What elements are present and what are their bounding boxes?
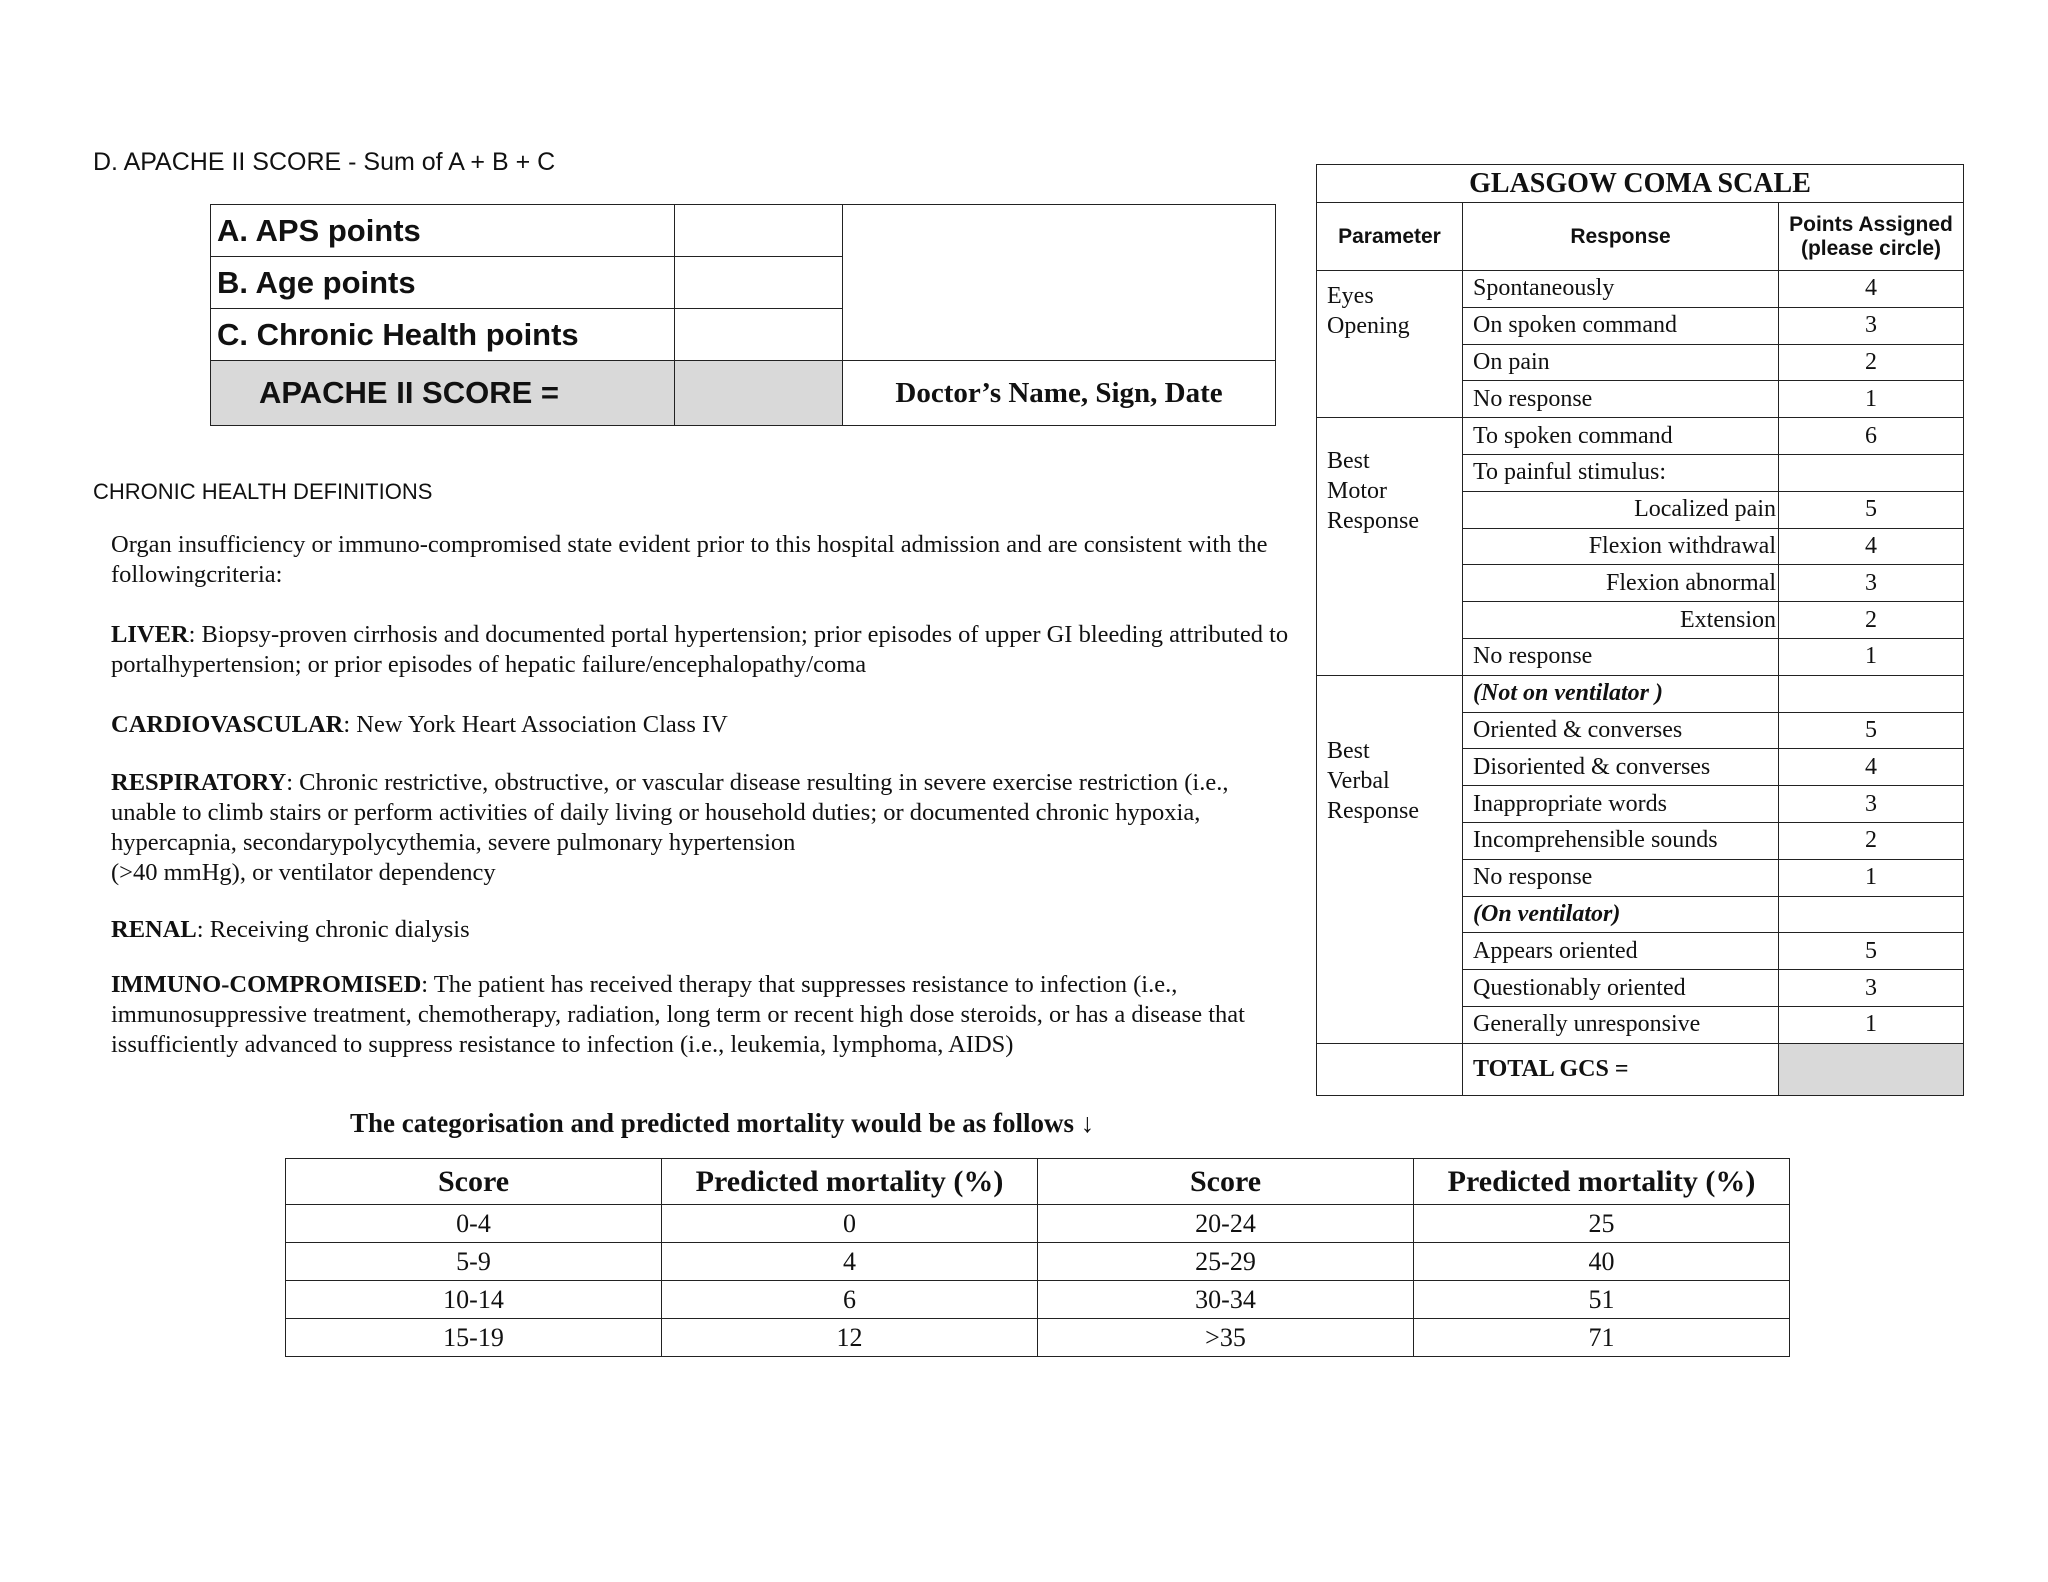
gcs-header-parameter: Parameter xyxy=(1317,203,1463,271)
definition-renal xyxy=(111,915,1311,945)
gcs-points[interactable]: 1 xyxy=(1779,859,1964,896)
gcs-response: Appears oriented xyxy=(1463,933,1779,970)
gcs-total-row xyxy=(1317,1043,1964,1095)
gcs-points[interactable]: 5 xyxy=(1779,933,1964,970)
doctor-signature-area[interactable] xyxy=(843,205,1276,361)
cardio-text: : New York Heart Association Class IV xyxy=(343,711,728,738)
gcs-points[interactable]: 4 xyxy=(1779,749,1964,786)
gcs-points[interactable]: 3 xyxy=(1779,307,1964,344)
gcs-param-verbal: Best Verbal Response xyxy=(1317,675,1463,1043)
gcs-response: No response xyxy=(1463,381,1779,418)
table-cell: 25-29 xyxy=(1038,1243,1414,1281)
cardio-label: CARDIOVASCULAR xyxy=(111,711,344,738)
resp-text: : Chronic restrictive, obstructive, or vascular disease resulting in severe exercise restriction (i.e., unable to climb stairs or perform activities of daily living or household duties; or documented chronic hypoxia, hypercapnia, secondarypolycythemia, severe pulmonary hypertension xyxy=(111,769,1229,856)
table-cell: 30-34 xyxy=(1038,1281,1414,1319)
renal-label: RENAL xyxy=(111,916,197,943)
gcs-response: Oriented & converses xyxy=(1463,712,1779,749)
definitions-intro: Organ insufficiency or immuno-compromised state evident prior to this hospital admission and are consistent with the followingcriteria: xyxy=(111,531,1268,588)
gcs-points[interactable]: 1 xyxy=(1779,381,1964,418)
table-row xyxy=(286,1243,1790,1281)
table-cell: 15-19 xyxy=(286,1319,662,1357)
gcs-points[interactable]: 2 xyxy=(1779,822,1964,859)
table-cell: 10-14 xyxy=(286,1281,662,1319)
gcs-response: Extension xyxy=(1463,602,1779,639)
gcs-response: Spontaneously xyxy=(1463,271,1779,308)
gcs-points[interactable]: 1 xyxy=(1779,638,1964,675)
gcs-subheading-not-ventilated: (Not on ventilator ) xyxy=(1463,675,1779,712)
gcs-points[interactable]: 5 xyxy=(1779,491,1964,528)
table-cell: 4 xyxy=(662,1243,1038,1281)
gcs-row xyxy=(1317,675,1964,712)
gcs-subheading-ventilated: (On ventilator) xyxy=(1463,896,1779,933)
table-row xyxy=(286,1281,1790,1319)
gcs-points[interactable]: 3 xyxy=(1779,565,1964,602)
gcs-points[interactable]: 5 xyxy=(1779,712,1964,749)
table-cell: 5-9 xyxy=(286,1243,662,1281)
chronic-health-points-label: C. Chronic Health points xyxy=(211,309,675,361)
aps-points-label: A. APS points xyxy=(211,205,675,257)
definition-liver xyxy=(111,620,1311,680)
immuno-text: : The patient has received therapy that suppresses resistance to infection (i.e., immunosuppressive treatment, chemotherapy, radiation, long term or recent high dose steroids, or has a disease that issufficiently advanced to suppress resistance to infection (i.e., leukemia, lymphoma, AIDS) xyxy=(111,971,1245,1058)
gcs-response: Flexion abnormal xyxy=(1463,565,1779,602)
mortality-heading: The categorisation and predicted mortality would be as follows ↓ xyxy=(350,1108,1095,1138)
gcs-response: Localized pain xyxy=(1463,491,1779,528)
resp-label: RESPIRATORY xyxy=(111,769,287,796)
glasgow-coma-scale-table xyxy=(1316,164,1964,1096)
gcs-response: No response xyxy=(1463,859,1779,896)
gcs-response: To spoken command xyxy=(1463,418,1779,455)
gcs-response: Questionably oriented xyxy=(1463,970,1779,1007)
table-cell: 0-4 xyxy=(286,1205,662,1243)
gcs-points[interactable]: 2 xyxy=(1779,344,1964,381)
gcs-points[interactable]: 2 xyxy=(1779,602,1964,639)
liver-text: : Biopsy-proven cirrhosis and documented portal hypertension; prior episodes of upper GI bleeding attributed to portalhypertension; or prior episodes of hepatic failure/encephalopathy/coma xyxy=(111,621,1289,678)
renal-text: : Receiving chronic dialysis xyxy=(196,916,470,943)
table-cell: 12 xyxy=(662,1319,1038,1357)
table-cell: 6 xyxy=(662,1281,1038,1319)
gcs-row xyxy=(1317,418,1964,455)
age-points-field[interactable] xyxy=(675,257,843,309)
definition-immunocompromised xyxy=(111,970,1291,1060)
doctor-name-sign-date-label: Doctor’s Name, Sign, Date xyxy=(843,361,1276,426)
gcs-total-blank xyxy=(1317,1043,1463,1095)
gcs-response: Disoriented & converses xyxy=(1463,749,1779,786)
table-cell: 25 xyxy=(1414,1205,1790,1243)
gcs-response: On pain xyxy=(1463,344,1779,381)
gcs-points[interactable]: 4 xyxy=(1779,271,1964,308)
gcs-points xyxy=(1779,454,1964,491)
gcs-points xyxy=(1779,896,1964,933)
gcs-param-eyes: Eyes Opening xyxy=(1317,271,1463,418)
apache-row-aps xyxy=(211,205,1276,257)
gcs-points[interactable]: 1 xyxy=(1779,1006,1964,1043)
aps-points-field[interactable] xyxy=(675,205,843,257)
gcs-title: GLASGOW COMA SCALE xyxy=(1317,165,1964,203)
table-row xyxy=(286,1205,1790,1243)
apache-score-table xyxy=(210,204,1276,426)
apache-score-label: APACHE II SCORE = xyxy=(211,361,675,426)
gcs-response: On spoken command xyxy=(1463,307,1779,344)
gcs-total-field[interactable] xyxy=(1779,1043,1964,1095)
gcs-header-response: Response xyxy=(1463,203,1779,271)
gcs-response: Generally unresponsive xyxy=(1463,1006,1779,1043)
gcs-points[interactable]: 3 xyxy=(1779,786,1964,823)
gcs-header-points: Points Assigned (please circle) xyxy=(1779,203,1964,271)
gcs-points[interactable]: 4 xyxy=(1779,528,1964,565)
age-points-label: B. Age points xyxy=(211,257,675,309)
apache-score-field[interactable] xyxy=(675,361,843,426)
chronic-health-heading: CHRONIC HEALTH DEFINITIONS xyxy=(93,479,433,504)
liver-label: LIVER xyxy=(111,621,189,648)
chronic-health-points-field[interactable] xyxy=(675,309,843,361)
mortality-header-score: Score xyxy=(286,1159,662,1205)
gcs-response: Inappropriate words xyxy=(1463,786,1779,823)
gcs-response: No response xyxy=(1463,638,1779,675)
immuno-label: IMMUNO-COMPROMISED xyxy=(111,971,422,998)
gcs-response: Incomprehensible sounds xyxy=(1463,822,1779,859)
table-cell: 40 xyxy=(1414,1243,1790,1281)
gcs-response: To painful stimulus: xyxy=(1463,454,1779,491)
gcs-points xyxy=(1779,675,1964,712)
gcs-total-label: TOTAL GCS = xyxy=(1463,1043,1779,1095)
table-cell: 71 xyxy=(1414,1319,1790,1357)
table-cell: >35 xyxy=(1038,1319,1414,1357)
apache-section-heading: D. APACHE II SCORE - Sum of A + B + C xyxy=(93,148,556,176)
gcs-points[interactable]: 6 xyxy=(1779,418,1964,455)
table-cell: 51 xyxy=(1414,1281,1790,1319)
gcs-response: Flexion withdrawal xyxy=(1463,528,1779,565)
resp-text-cont: (>40 mmHg), or ventilator dependency xyxy=(111,859,496,886)
gcs-row xyxy=(1317,271,1964,308)
gcs-param-motor: Best Motor Response xyxy=(1317,418,1463,676)
gcs-points[interactable]: 3 xyxy=(1779,970,1964,1007)
mortality-header-predicted: Predicted mortality (%) xyxy=(662,1159,1038,1205)
table-cell: 0 xyxy=(662,1205,1038,1243)
definition-cardiovascular xyxy=(111,710,1311,740)
table-row xyxy=(286,1319,1790,1357)
table-cell: 20-24 xyxy=(1038,1205,1414,1243)
mortality-header-score: Score xyxy=(1038,1159,1414,1205)
apache-row-total xyxy=(211,361,1276,426)
mortality-header-predicted: Predicted mortality (%) xyxy=(1414,1159,1790,1205)
mortality-table xyxy=(285,1158,1790,1357)
definition-respiratory xyxy=(111,768,1271,888)
